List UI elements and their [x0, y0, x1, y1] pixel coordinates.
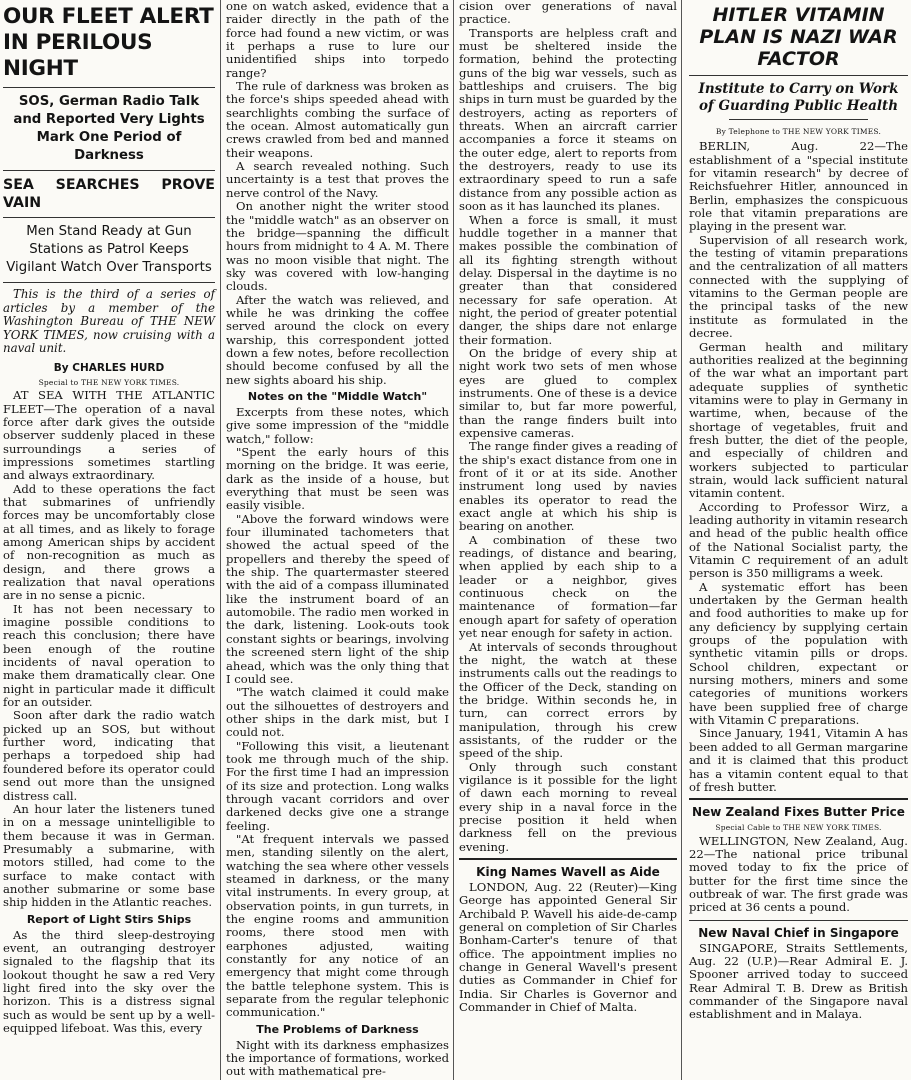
- brief-headline-singapore: New Naval Chief in Singapore: [698, 925, 899, 940]
- deck-sea-searches: SEA SEARCHES PROVE VAIN: [3, 177, 215, 211]
- paragraph: As the third sleep-destroying event, an outranging destroyer signaled to the flagship that its lookout thought he saw a red Very light fired into the sky over the horizon. This is a distress signal such as would be sent up by a well-equipped lifeboat. Was this, every: [3, 927, 215, 1035]
- column-4: [683, 0, 911, 1080]
- paragraph: "Above the forward windows were four illuminated tachometers that showed the actual speed of the propellers and thereby the speed of the ship. The quartermaster steered with the aid of a compass illuminated like the instrument board of an automobile. The radio men worked in the dark, listening. Look-outs took constant sights or bearings, involving the screened stern light of the ship ahead, which was the only thing that I could see.: [226, 511, 449, 686]
- deck-men-stand-ready: Men Stand Ready at Gun Stations as Patrol Keeps Vigilant Watch Over Transports: [6, 224, 212, 275]
- headline-fleet-alert: OUR FLEET ALERT IN PERILOUS NIGHT: [3, 4, 214, 81]
- paragraph: Soon after dark the radio watch picked up an SOS, but without further word, indicating that perhaps a torpedoed ship had foundered before its operator could send out more than the unsigned distress call.: [3, 708, 215, 803]
- special-line: Special Cable to THE NEW YORK TIMES.: [715, 823, 882, 833]
- paragraph: The rule of darkness was broken as the force's ships speeded ahead with searchlights combing the surface of the ocean. Almost automatically gun crews crawled from bed and manned their weapons.: [226, 79, 449, 160]
- divider: [459, 858, 677, 860]
- divider: [3, 217, 215, 218]
- column-2: [222, 0, 453, 1080]
- divider: [689, 75, 908, 76]
- paragraph: Only through such constant vigilance is it possible for the light of dawn each morning to reveal every ship in a naval force in the precise position it held when darkness fell on the previous evening.: [459, 759, 677, 854]
- subhead-light: Report of Light Stirs Ships: [26, 912, 192, 926]
- paragraph: cision over generations of naval practice.: [459, 0, 677, 27]
- paragraph: A combination of these two readings, of distance and bearing, when applied by each ship to a leader or a neighbor, gives continuous check on the maintenance of formation—far enough apart for safety of operation yet near enough for safety in action.: [459, 532, 677, 641]
- paragraph: AT SEA WITH THE ATLANTIC FLEET—The operation of a naval force after dark gives the outside observer suddenly placed in these surroundings a series of impressions sometimes startling and always extraordinary.: [3, 388, 215, 483]
- column-3: [455, 0, 681, 1080]
- paragraph: When a force is small, it must huddle together in a manner that makes possible the combination of all its fighting strength without delay. Dispersal in the daytime is no greater than that considered necessary for safe operation. At night, the period of greater potential danger, the ships dare not enlarge their formation.: [459, 212, 677, 347]
- paragraph: Transports are helpless craft and must be sheltered inside the formation, behind the protecting guns of the big war vessels, such as battleships and cruisers. The big ships in turn must be guarded by the destroyers, acting as reporters of threats. When an aircraft carrier accompanies a force it steams on the outer edge, alert to reports from the destroyers, ready to use its extraordinary speed to run a safe distance from any possible action as soon as it has launched its planes.: [459, 25, 677, 214]
- paragraph: Excerpts from these notes, which give some impression of the "middle watch," follow:: [226, 404, 449, 446]
- paragraph: WELLINGTON, New Zealand, Aug. 22—The national price tribunal moved today to fix the price of butter for the first time since the outbreak of war. The first grade was priced at 36 cents a pound.: [689, 833, 908, 915]
- series-note: This is the third of a series of articles by a member of the Washington Bureau of THE NEW YORK TIMES, now cruising with a naval unit.: [3, 287, 215, 355]
- paragraph: one on watch asked, evidence that a raider directly in the path of the force had found a new victim, or was it perhaps a ruse to lure our unidentified ships into torpedo range?: [226, 0, 449, 80]
- paragraph: Night with its darkness emphasizes the importance of formations, worked out with mathematical pre-: [226, 1037, 449, 1079]
- paragraph: After the watch was relieved, and while he was drinking the coffee served around the clock on every warship, this correspondent jotted down a few notes, before recollection should become confused by all the new sights aboard his ship.: [226, 292, 449, 387]
- column-rule: [681, 0, 682, 1080]
- deck-institute: Institute to Carry on Work of Guarding Public Health: [698, 81, 899, 114]
- paragraph: German health and military authorities realized at the beginning of the war what an important part adequate supplies of synthetic vitamins were to play in Germany in wartime, when, because of the shortage of vegetables, fruit and fresh butter, the diet of the people, and especially of children and workers subjected to particular strain, would lack sufficient natural vitamin content.: [689, 339, 908, 501]
- divider: [689, 798, 908, 800]
- subhead-darkness: The Problems of Darkness: [256, 1022, 419, 1036]
- subhead-middle-watch: Notes on the "Middle Watch": [247, 389, 428, 403]
- paragraph: It has not been necessary to imagine possible conditions to reach this conclusion; there have been enough of the routine incidents of naval operation to make them dramatically clear. One night in particular made it difficult for an outsider.: [3, 601, 215, 710]
- divider: [3, 87, 215, 88]
- paragraph: A systematic effort has been undertaken by the German health and food authorities to make up for any deficiency by supplying certain groups of the population with synthetic vitamin pills or drops. School children, expectant or nursing mothers, miners and some categories of munitions workers have been supplied free of charge with Vitamin C preparations.: [689, 579, 908, 728]
- divider: [3, 170, 215, 171]
- paragraph: An hour later the listeners tuned in on a message unintelligible to them because it was in German. Presumably a submarine, with motors stilled, had come to the surface to make contact with another submarine or some base ship hidden in the Atlantic reaches.: [3, 801, 215, 910]
- paragraph: Add to these operations the fact that submarines of unfriendly forces may be uncomfortably close at all times, and as likely to forage among American ships by accident of non-recognition as much as design, and there grows a realization that naval operations are in no sense a picnic.: [3, 481, 215, 603]
- deck-sos: SOS, German Radio Talk and Reported Very Lights Mark One Period of Darkness: [13, 94, 205, 163]
- paragraph: On another night the writer stood the "middle watch" as an observer on the bridge—spanning the difficult hours from midnight to 4 A. M. There was no moon visible that night. The sky was covered with low-hanging clouds.: [226, 199, 449, 294]
- brief-headline-wavell: King Names Wavell as Aide: [476, 865, 660, 879]
- paragraph: SINGAPORE, Straits Settlements, Aug. 22 (U.P.)—Rear Admiral E. J. Spooner arrived today to succeed Rear Admiral T. B. Drew as British commander of the Singapore naval establishment and in Malaya.: [689, 940, 908, 1022]
- byline: By CHARLES HURD: [53, 361, 165, 374]
- paragraph: Since January, 1941, Vitamin A has been added to all German margarine and it is claimed that this product has a vitamin content equal to that of fresh butter.: [689, 726, 908, 794]
- divider: [3, 282, 215, 283]
- brief-headline-butter: New Zealand Fixes Butter Price: [692, 805, 905, 820]
- paragraph: "Following this visit, a lieutenant took me through much of the ship. For the first time I had an impression of its size and protection. Long walks through vacant corridors and over darkened decks give one a strange feeling.: [226, 738, 449, 833]
- paragraph: According to Professor Wirz, a leading authority in vitamin research and head of the public health office of the National Socialist party, the Vitamin C requirement of an adult person is 350 milligrams a week.: [689, 499, 908, 581]
- column-rule: [453, 0, 454, 1080]
- special-line: Special to THE NEW YORK TIMES.: [38, 377, 180, 387]
- paragraph: At intervals of seconds throughout the night, the watch at these instruments calls out the readings to the Officer of the Deck, standing on the bridge. Within seconds he, in turn, can correct errors by manipulation, through his crew assistants, of the rudder or the speed of the ship.: [459, 639, 677, 761]
- divider: [729, 119, 868, 120]
- paragraph: On the bridge of every ship at night work two sets of men whose eyes are glued to complex instruments. One of these is a device similar to, but far more powerful, than the range finders built into expensive cameras.: [459, 345, 677, 440]
- column-rule: [220, 0, 221, 1080]
- dateline: By Telephone to THE NEW YORK TIMES.: [715, 127, 882, 136]
- paragraph: LONDON, Aug. 22 (Reuter)—King George has appointed General Sir Archibald P. Wavell his aide-de-camp general on completion of Sir Charles Bonham-Carter's tenure of that office. The appointment implies no change in General Wavell's present duties as Commander in Chief for India. Sir Charles is Governor and Commander in Chief of Malta.: [459, 880, 677, 1015]
- paragraph: "The watch claimed it could make out the silhouettes of destroyers and other ships in the dark mist, but I could not.: [226, 685, 449, 740]
- paragraph: The range finder gives a reading of the ship's exact distance from one in front of it or at its side. Another instrument long used by navies enables its operator to read the exact angle at which his ship is bearing on another.: [459, 439, 677, 534]
- paragraph: "At frequent intervals we passed men, standing silently on the alert, watching the sea where other vessels steamed in darkness, or the many vital instruments. In every group, at observation points, in gun turrets, in the engine rooms and ammunition rooms, there stood men with earphones adjusted, waiting constantly for any notice of an emergency that might come through the battle telephone system. This is separate from the regular telephonic communication.": [226, 831, 449, 1020]
- column-1: [0, 0, 219, 1080]
- headline-hitler-vitamin: HITLER VITAMIN PLAN IS NAZI WAR FACTOR: [699, 4, 898, 70]
- paragraph: "Spent the early hours of this morning on the bridge. It was eerie, dark as the inside of a house, but everything that must be seen was easily visible.: [226, 445, 449, 513]
- paragraph: A search revealed nothing. Such uncertainty is a test that proves the nerve control of the Navy.: [226, 159, 449, 200]
- paragraph: Supervision of all research work, the testing of vitamin preparations and the centralization of all matters connected with the supplying of vitamins to the German people are the principal tasks of the new institute as formulated in the decree.: [689, 232, 908, 341]
- paragraph: BERLIN, Aug. 22—The establishment of a "special institute for vitamin research" by decree of Reichsfuehrer Hitler, announced in Berlin, emphasizes the conspicuous role that vitamin preparations are playing in the present war.: [689, 139, 908, 234]
- divider: [689, 920, 908, 921]
